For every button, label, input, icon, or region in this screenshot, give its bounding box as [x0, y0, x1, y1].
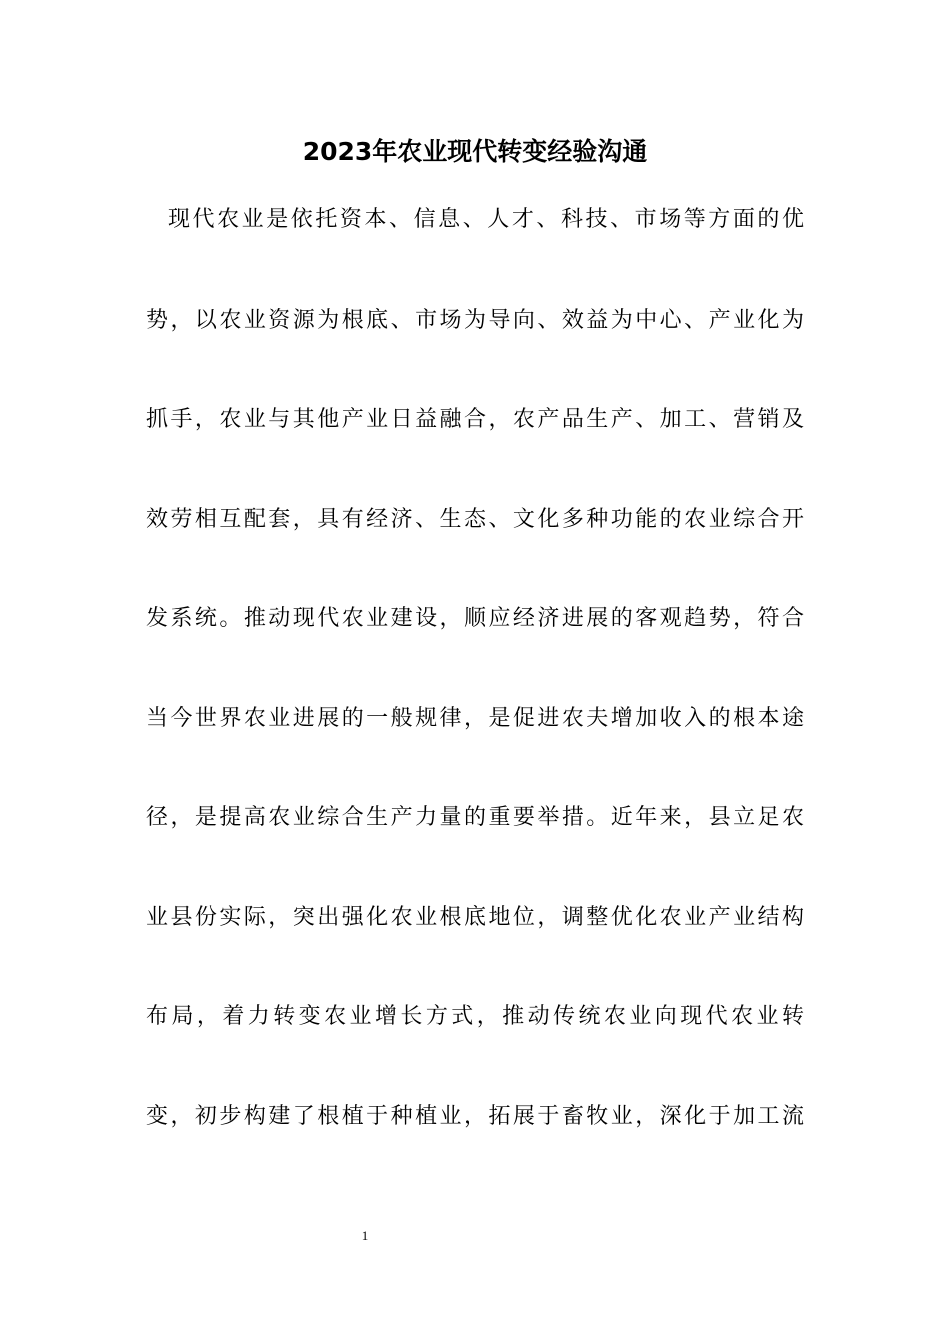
paragraph-line-8: 业县份实际，突出强化农业根底地位，调整优化农业产业结构 [146, 905, 804, 930]
paragraph-line-3: 抓手，农业与其他产业日益融合，农产品生产、加工、营销及 [146, 407, 804, 432]
document-title: 2023年农业现代转变经验沟通 [302, 137, 648, 166]
paragraph-line-4: 效劳相互配套，具有经济、生态、文化多种功能的农业综合开 [146, 507, 804, 532]
page-number: 1 [361, 1228, 369, 1243]
paragraph-line-9: 布局，着力转变农业增长方式，推动传统农业向现代农业转 [146, 1004, 804, 1029]
paragraph-line-5: 发系统。推动现代农业建设，顺应经济进展的客观趋势，符合 [146, 606, 804, 631]
paragraph-line-7: 径，是提高农业综合生产力量的重要举措。近年来，县立足农 [146, 805, 804, 830]
paragraph-line-2: 势，以农业资源为根底、市场为导向、效益为中心、产业化为 [146, 308, 804, 333]
paragraph-line-1: 现代农业是依托资本、信息、人才、科技、市场等方面的优 [168, 207, 804, 232]
paragraph-line-6: 当今世界农业进展的一般规律，是促进农夫增加收入的根本途 [146, 706, 804, 731]
paragraph-line-10: 变，初步构建了根植于种植业，拓展于畜牧业，深化于加工流 [146, 1104, 804, 1129]
